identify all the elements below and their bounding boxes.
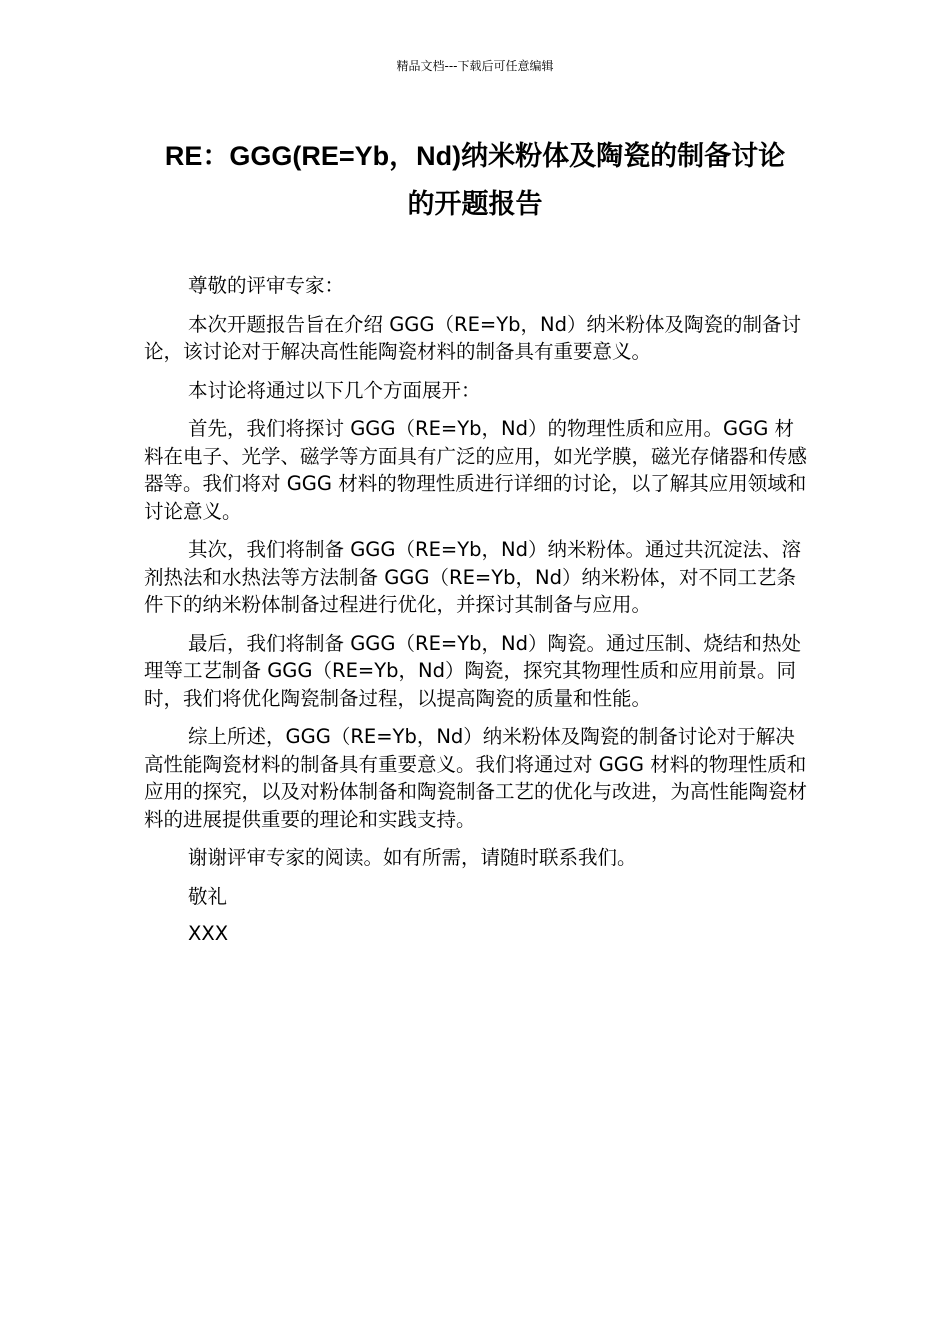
paragraph-intro: 本次开题报告旨在介绍 GGG（RE=Yb，Nd）纳米粉体及陶瓷的制备讨论，该讨论对于解决高性能陶瓷材料的制备具有重要意义。 [144,312,801,363]
salutation: 尊敬的评审专家： [188,274,345,297]
paragraph-summary: 综上所述，GGG（RE=Yb，Nd）纳米粉体及陶瓷的制备讨论对于解决高性能陶瓷材料的制备具有重要意义。我们将通过对 GGG 材料的物理性质和应用的探究，以及对粉体制备和陶瓷制备工艺的优化与改进，为高性能陶瓷材料的进展提供重要的理论和实践支持。 [144,725,808,831]
page-header: 精品文档---下载后可任意编辑 [396,59,554,73]
paragraph-first: 首先，我们将探讨 GGG（RE=Yb，Nd）的物理性质和应用。GGG 材料在电子、光学、磁学等方面具有广泛的应用，如光学膜，磁光存储器和传感器等。我们将对 GGG 材料的物理性质进行详细的讨论，以了解其应用领域和讨论意义。 [144,417,808,523]
document-title [100,132,850,228]
document-title-line-1: RE：GGG(RE=Yb，Nd)纳米粉体及陶瓷的制备讨论 [164,141,786,171]
paragraph-thanks: 谢谢评审专家的阅读。如有所需，请随时联系我们。 [188,846,637,869]
closing: 敬礼 [188,884,228,908]
document-body [144,272,808,958]
signature: XXX [188,922,229,945]
paragraph-last: 最后，我们将制备 GGG（RE=Yb，Nd）陶瓷。通过压制、烧结和热处理等工艺制备 GGG（RE=Yb，Nd）陶瓷，探究其物理性质和应用前景。同时，我们将优化陶瓷制备过程，以提高陶瓷的质量和性能。 [144,631,801,710]
paragraph-second: 其次，我们将制备 GGG（RE=Yb，Nd）纳米粉体。通过共沉淀法、溶剂热法和水热法等方法制备 GGG（RE=Yb，Nd）纳米粉体，对不同工艺条件下的纳米粉体制备过程进行优化，并探讨其制备与应用。 [144,538,801,616]
paragraph-outline: 本讨论将通过以下几个方面展开： [188,378,481,402]
document-title-line-2: 的开题报告 [407,189,543,219]
